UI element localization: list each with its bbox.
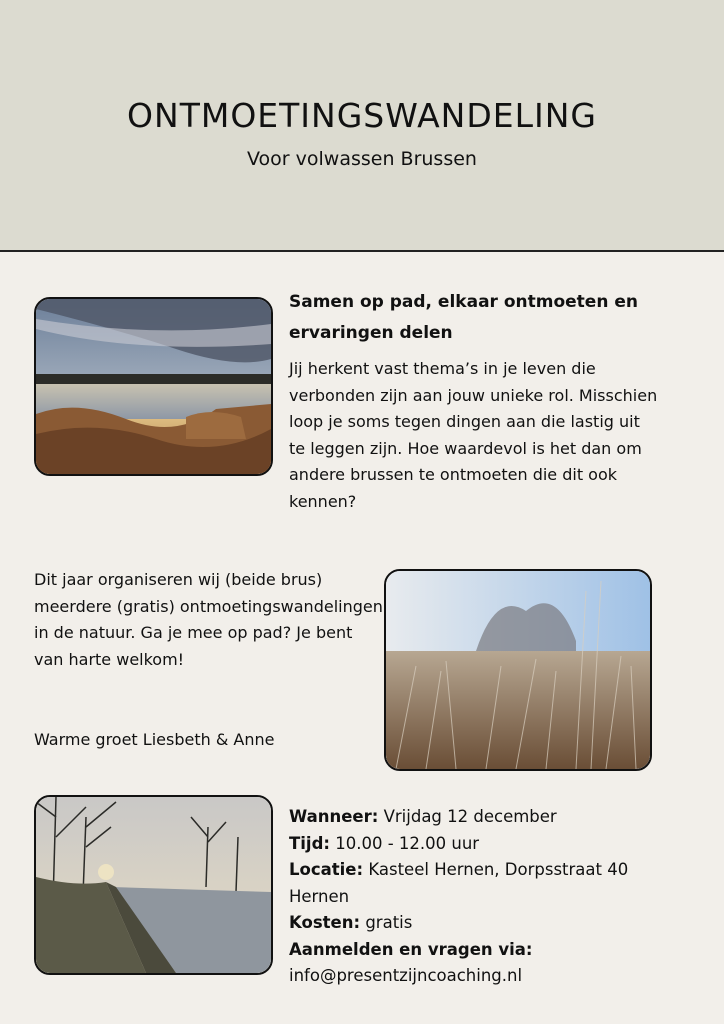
contact-email[interactable]: info@presentzijncoaching.nl [289, 966, 523, 985]
time-line [289, 831, 689, 858]
invite-paragraph: Dit jaar organiseren wij (beide brus) meerdere (gratis) ontmoetingswandelingen in de natuur. Ga je mee op pad? Je bent van harte welkom! [34, 570, 383, 669]
frosted-grass-photo [384, 569, 652, 771]
when-line [289, 804, 689, 831]
page-subtitle: Voor volwassen Brussen [247, 148, 477, 170]
section-heading: Samen op pad, elkaar ontmoeten en ervaringen delen [289, 292, 638, 343]
page-title: ONTMOETINGSWANDELING [127, 96, 597, 135]
cost-line [289, 910, 689, 937]
signup-label: Aanmelden en vragen via: [289, 939, 533, 959]
event-details [289, 804, 689, 990]
cost-label: Kosten: [289, 913, 361, 932]
location-label: Locatie: [289, 860, 364, 879]
when-label: Wanneer: [289, 807, 379, 826]
time-value: 10.00 - 12.00 uur [329, 833, 480, 853]
when-value: Vrijdag 12 december [378, 807, 557, 826]
intro-paragraph: Jij herkent vast thema’s in je leven die verbonden zijn aan jouw unieke rol. Misschien loop je soms tegen dingen aan die lastig uit te leggen zijn. Hoe waardevol is het dan om andere brussen te ontmoeten die dit ook kennen? [289, 359, 658, 511]
header-banner [0, 0, 724, 252]
location-value: Kasteel Hernen, Dorpsstraat 40 Hernen [289, 860, 629, 906]
lake-sunset-photo [34, 297, 273, 476]
time-label: Tijd: [289, 833, 330, 853]
greeting-text: Warme groet Liesbeth & Anne [34, 730, 275, 749]
cost-value: gratis [360, 913, 413, 932]
location-line [289, 857, 689, 910]
canal-trees-photo [34, 795, 273, 975]
